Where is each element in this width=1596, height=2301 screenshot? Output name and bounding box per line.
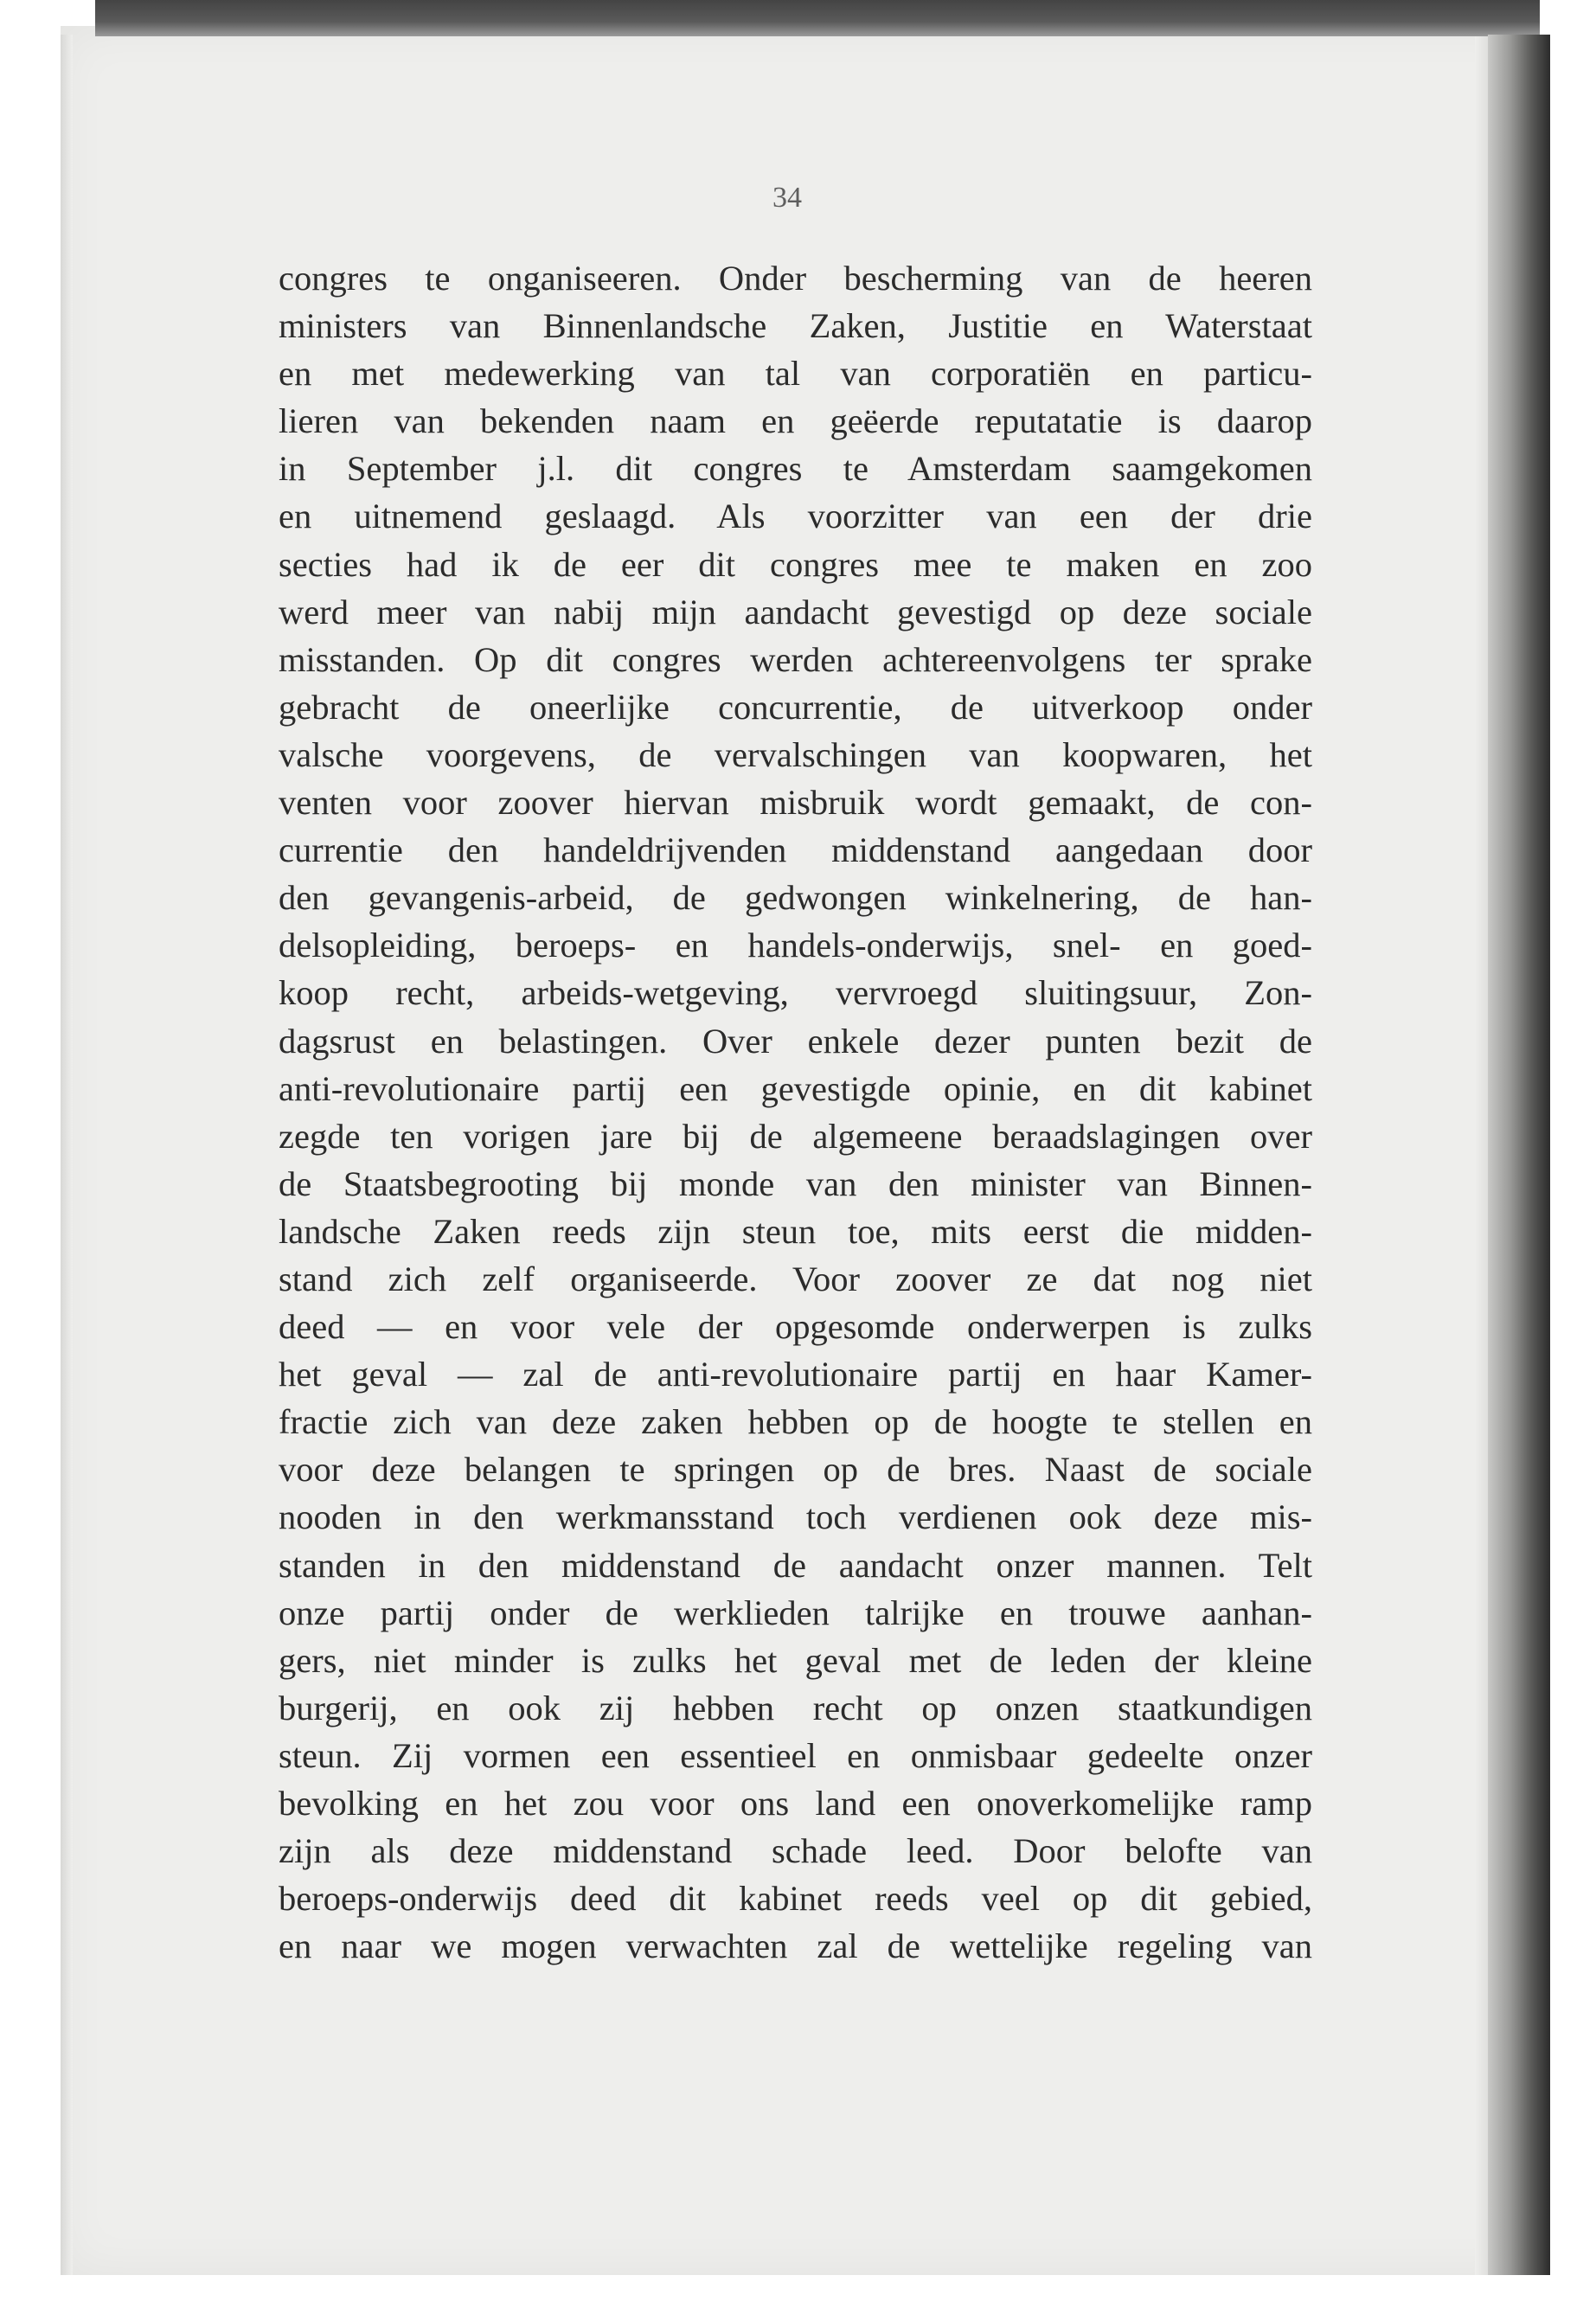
text-line: de Staatsbegrooting bij monde van den minister van Binnen- xyxy=(279,1163,1312,1203)
text-line: voor deze belangen te springen op de bres. Naast de sociale xyxy=(279,1450,1312,1490)
text-line: fractie zich van deze zaken hebben op de hoogte te stellen en xyxy=(279,1402,1312,1442)
text-line: zijn als deze middenstand schade leed. Door belofte van xyxy=(279,1831,1312,1871)
text-line: congres te onganiseeren. Onder bescherming van de heeren xyxy=(279,259,1312,298)
text-line: venten voor zoover hiervan misbruik wordt gemaakt, de con- xyxy=(279,783,1312,823)
text-line: en uitnemend geslaagd. Als voorzitter van een der drie xyxy=(279,497,1312,536)
body-text xyxy=(279,254,1312,1970)
text-line: secties had ik de eer dit congres mee te maken en zoo xyxy=(279,544,1312,584)
text-line: en naar we mogen verwachten zal de wettelijke regeling van xyxy=(279,1926,1312,1966)
text-line: nooden in den werkmansstand toch verdienen ook deze mis- xyxy=(279,1497,1312,1537)
text-line: anti-revolutionaire partij een gevestigde opinie, en dit kabinet xyxy=(279,1068,1312,1108)
text-line: gers, niet minder is zulks het geval met de leden der kleine xyxy=(279,1640,1312,1680)
text-line: delsopleiding, beroeps- en handels-onderwijs, snel- en goed- xyxy=(279,926,1312,965)
text-line: dagsrust en belastingen. Over enkele dezer punten bezit de xyxy=(279,1021,1312,1061)
text-line: burgerij, en ook zij hebben recht op onzen staatkundigen xyxy=(279,1688,1312,1727)
text-line: bevolking en het zou voor ons land een onoverkomelijke ramp xyxy=(279,1784,1312,1823)
text-line: werd meer van nabij mijn aandacht gevestigd op deze sociale xyxy=(279,592,1312,631)
text-line: koop recht, arbeids-wetgeving, vervroegd sluitingsuur, Zon- xyxy=(279,973,1312,1013)
text-line: den gevangenis-arbeid, de gedwongen winkelnering, de han- xyxy=(279,878,1312,918)
text-line: het geval — zal de anti-revolutionaire partij en haar Kamer- xyxy=(279,1355,1312,1394)
text-line: landsche Zaken reeds zijn steun toe, mits eerst die midden- xyxy=(279,1211,1312,1251)
text-line: valsche voorgevens, de vervalschingen van koopwaren, het xyxy=(279,734,1312,774)
page-right-edge xyxy=(1488,35,1550,2275)
page-left-shadow xyxy=(61,35,73,2275)
text-line: en met medewerking van tal van corporatiën en particu- xyxy=(279,354,1312,394)
text-line: deed — en voor vele der opgesomde onderwerpen is zulks xyxy=(279,1307,1312,1347)
text-line: lieren van bekenden naam en geëerde reputatatie is daarop xyxy=(279,401,1312,441)
text-line: zegde ten vorigen jare bij de algemeene beraadslagingen over xyxy=(279,1116,1312,1156)
text-line: ministers van Binnenlandsche Zaken, Justitie en Waterstaat xyxy=(279,306,1312,346)
text-line: standen in den middenstand de aandacht onzer mannen. Telt xyxy=(279,1545,1312,1585)
text-line: beroeps-onderwijs deed dit kabinet reeds veel op dit gebied, xyxy=(279,1879,1312,1919)
text-line: stand zich zelf organiseerde. Voor zoover ze dat nog niet xyxy=(279,1259,1312,1298)
page-top-edge xyxy=(95,0,1540,36)
text-line: steun. Zij vormen een essentieel en onmisbaar gedeelte onzer xyxy=(279,1735,1312,1775)
text-line: gebracht de oneerlijke concurrentie, de uitverkoop onder xyxy=(279,687,1312,727)
text-line: currentie den handeldrijvenden middenstand aangedaan door xyxy=(279,830,1312,870)
text-line: misstanden. Op dit congres werden achtereenvolgens ter sprake xyxy=(279,639,1312,679)
page-number: 34 xyxy=(772,182,802,214)
text-line: onze partij onder de werklieden talrijke en trouwe aanhan- xyxy=(279,1593,1312,1632)
text-line: in September j.l. dit congres te Amsterdam saamgekomen xyxy=(279,449,1312,489)
